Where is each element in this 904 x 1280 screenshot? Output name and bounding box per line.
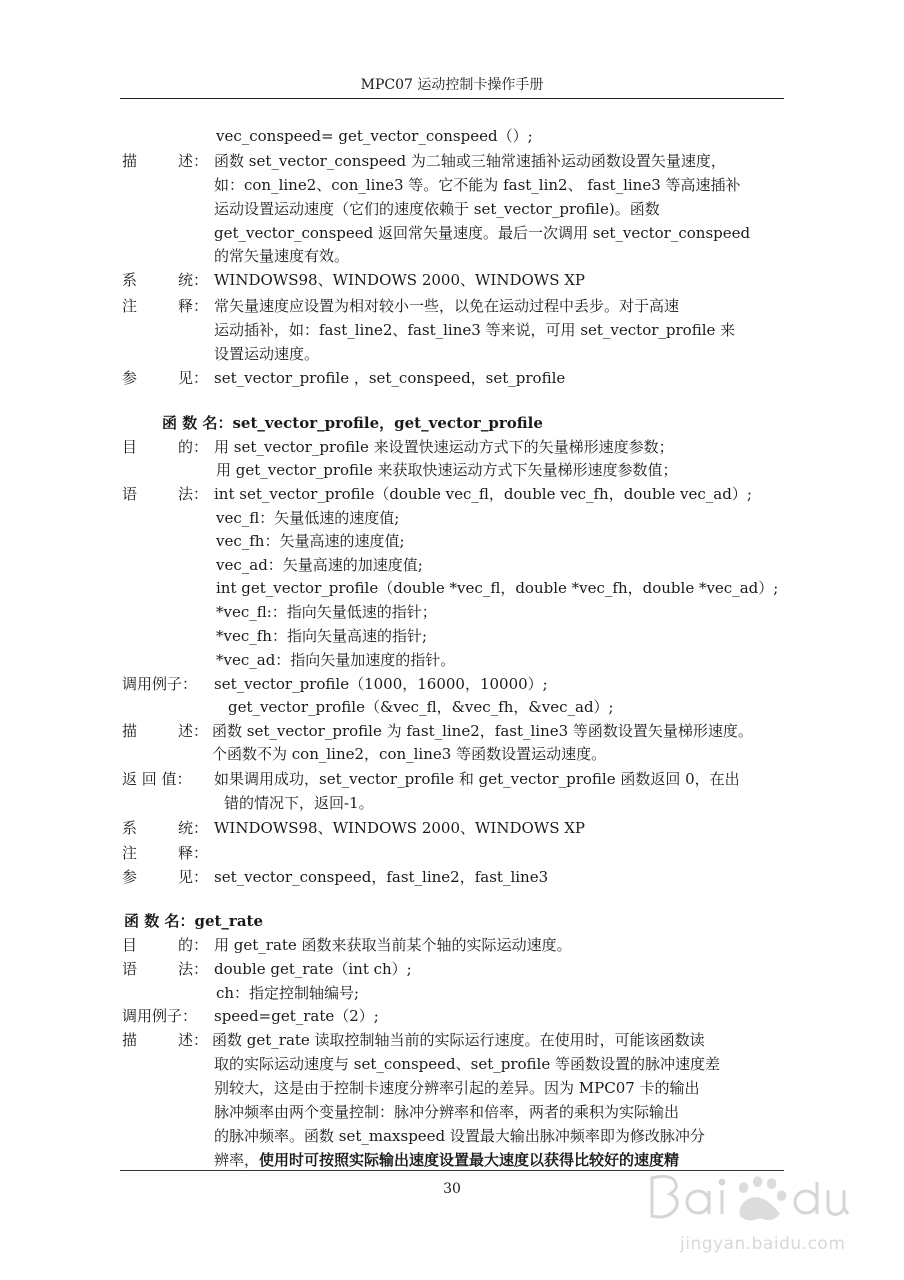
syntax-line: *vec_fh：指向矢量高速的指针;	[216, 627, 428, 645]
text-line: 个函数不为 con_line2，con_line3 等函数设置运动速度。	[212, 745, 607, 763]
text-line: 的脉冲频率。函数 set_maxspeed 设置最大输出脉冲频率即为修改脉冲分	[214, 1127, 705, 1145]
label-char: 注	[122, 297, 138, 315]
label-char: 参	[122, 369, 138, 387]
bold-emphasis-text: 使用时可按照实际输出速度设置最大速度以获得比较好的速度精	[259, 1151, 680, 1169]
syntax-line: int set_vector_profile（double vec_fl，double vec_fh，double vec_ad）;	[214, 485, 752, 503]
example-line: get_vector_profile（&vec_fl，&vec_fh，&vec_ad）;	[228, 698, 614, 716]
label-char: 目	[122, 438, 138, 456]
text-line: get_vector_conspeed 返回常矢量速度。最后一次调用 set_vector_conspeed	[214, 224, 751, 242]
syntax-line: double get_rate（int ch）;	[214, 960, 412, 978]
text-line: 的常矢量速度有效。	[214, 247, 350, 265]
label-char: 的：	[178, 936, 209, 954]
example-line: set_vector_profile（1000，16000，10000）;	[214, 675, 548, 693]
label-char: 统：	[178, 819, 209, 837]
label-char: 系	[122, 819, 138, 837]
function-name: set_vector_profile，get_vector_profile	[232, 414, 543, 432]
page-header-title: MPC07 运动控制卡操作手册	[360, 77, 544, 93]
example-line: speed=get_rate（2）;	[214, 1007, 379, 1025]
label-char: 法：	[178, 960, 209, 978]
text-line: 设置运动速度。	[214, 345, 320, 363]
text-line: 别较大，这是由于控制卡速度分辨率引起的差异。因为 MPC07 卡的输出	[214, 1079, 700, 1097]
plain-text: 辨率，	[214, 1151, 260, 1169]
function-name-heading	[124, 911, 263, 931]
function-name-label: 函 数 名：	[124, 912, 195, 930]
label-char: 法：	[178, 485, 209, 503]
label-char: 描	[122, 722, 138, 740]
label-char: 参	[122, 868, 138, 886]
label-char: 目	[122, 936, 138, 954]
label-char: 释：	[178, 844, 209, 862]
text-line: 函数 set_vector_profile 为 fast_line2，fast_line3 等函数设置矢量梯形速度。	[212, 722, 753, 740]
text-line: 错的情况下，返回-1。	[224, 794, 374, 812]
label-char: 见：	[178, 369, 209, 387]
watermark-url: jingyan.baidu.com	[680, 1234, 846, 1254]
label-char: 语	[122, 960, 138, 978]
text-line: 运动插补，如：fast_line2、fast_line3 等来说，可用 set_vector_profile 来	[214, 321, 736, 339]
label-char: 描	[122, 152, 138, 170]
system-text: WINDOWS98、WINDOWS 2000、WINDOWS XP	[214, 271, 586, 289]
text-line-last	[214, 1150, 679, 1170]
see-also-text: set_vector_profile ，set_conspeed，set_profile	[214, 369, 566, 387]
text-line: 用 get_vector_profile 来获取快速运动方式下矢量梯形速度参数值；	[216, 461, 678, 479]
function-name: get_rate	[194, 912, 264, 930]
baidu-jingyan-watermark	[640, 1158, 880, 1258]
text-line: 如：con_line2、con_line3 等。它不能为 fast_lin2、 fast_line3 等高速插补	[214, 176, 741, 194]
syntax-line: int get_vector_profile（double *vec_fl，double *vec_fh，double *vec_ad）;	[216, 579, 779, 597]
text-line: 如果调用成功，set_vector_profile 和 get_vector_profile 函数返回 0，在出	[214, 770, 740, 788]
label-text: 调用例子：	[122, 1007, 198, 1025]
label-char: 描	[122, 1031, 138, 1049]
function-name-heading	[162, 413, 543, 433]
purpose-text: 用 get_rate 函数来获取当前某个轴的实际运动速度。	[214, 936, 572, 954]
label-char: 的：	[178, 438, 209, 456]
text-line: 取的实际运动速度与 set_conspeed、set_profile 等函数设置的脉冲速度差	[214, 1055, 720, 1073]
syntax-line: *vec_ad：指向矢量加速度的指针。	[216, 651, 456, 669]
label-char: 系	[122, 271, 138, 289]
label-text: 返 回 值：	[122, 770, 192, 788]
system-text: WINDOWS98、WINDOWS 2000、WINDOWS XP	[214, 819, 586, 837]
text-line: 函数 set_vector_conspeed 为二轴或三轴常速插补运动函数设置矢量速度，	[214, 152, 726, 170]
text-line: 运动设置运动速度（它们的速度依赖于 set_vector_profile)。函数	[214, 200, 660, 218]
see-also-text: set_vector_conspeed，fast_line2，fast_line3	[214, 868, 549, 886]
label-char: 述：	[178, 1031, 209, 1049]
text-line: 常矢量速度应设置为相对较小一些，以免在运动过程中丢步。对于高速	[214, 297, 680, 315]
label-char: 语	[122, 485, 138, 503]
text-line: 脉冲频率由两个变量控制：脉冲分辨率和倍率，两者的乘积为实际输出	[214, 1103, 680, 1121]
label-char: 释：	[178, 297, 209, 315]
conspeed-call-line: vec_conspeed= get_vector_conspeed（）;	[216, 127, 533, 145]
label-char: 述：	[178, 722, 209, 740]
page-number: 30	[443, 1181, 461, 1197]
syntax-line: vec_ad：矢量高速的加速度值;	[216, 556, 423, 574]
syntax-line: vec_fl：矢量低速的速度值;	[216, 509, 400, 527]
label-char: 见：	[178, 868, 209, 886]
syntax-line: vec_fh：矢量高速的速度值;	[216, 532, 405, 550]
function-name-label: 函 数 名：	[162, 414, 233, 432]
text-line: 用 set_vector_profile 来设置快速运动方式下的矢量梯形速度参数；	[214, 438, 674, 456]
label-char: 注	[122, 844, 138, 862]
text-line: 函数 get_rate 读取控制轴当前的实际运行速度。在使用时，可能该函数读	[212, 1031, 705, 1049]
header-divider	[120, 98, 784, 99]
label-char: 统：	[178, 271, 209, 289]
label-text: 调用例子：	[122, 675, 198, 693]
label-char: 述：	[178, 152, 209, 170]
syntax-line: *vec_fl:：指向矢量低速的指针；	[216, 603, 437, 621]
syntax-line: ch：指定控制轴编号;	[216, 984, 360, 1002]
